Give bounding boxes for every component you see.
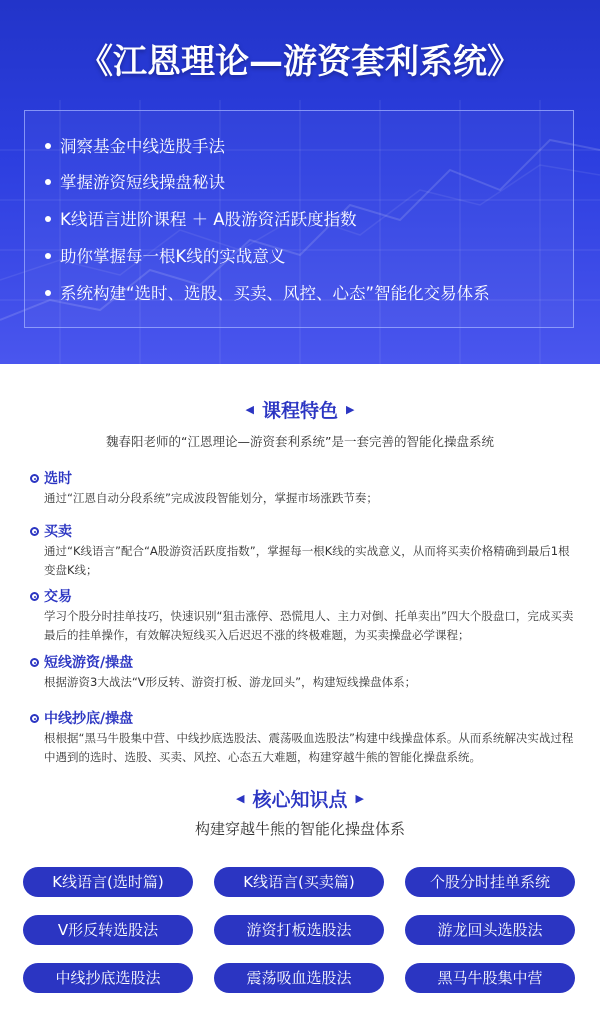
features-title-text: 课程特色	[261, 400, 338, 422]
hero-bullet-text: 掌握游资短线操盘秘诀	[60, 173, 225, 192]
hero-banner	[0, 0, 600, 364]
hero-bullet-text: 系统构建“选时、选股、买卖、风控、心态”智能化交易体系	[60, 284, 490, 303]
hero-title: 《江恩理论—游资套利系统》	[79, 42, 521, 82]
target-icon	[30, 474, 39, 483]
hero-bullet	[45, 280, 490, 304]
hero-bullet	[45, 133, 225, 157]
bullet-dot-icon	[45, 216, 51, 222]
feature-body-trading: 通过“K线语言”配合“A股游资活跃度指数”，掌握每一根K线的实战意义，从而将买卖价格精确到最后1根变盘K线；	[44, 544, 570, 577]
arrow-left-icon: ◀	[245, 403, 254, 416]
bullet-dot-icon	[45, 179, 51, 185]
feature-heading-text: 交易	[44, 589, 72, 605]
feature-heading-text: 短线游资/操盘	[44, 655, 134, 671]
hero-bullet	[45, 243, 285, 267]
hero-bullet	[45, 169, 225, 193]
target-icon	[30, 527, 39, 536]
target-icon	[30, 592, 39, 601]
hero-bullet	[45, 206, 357, 230]
target-icon	[30, 658, 39, 667]
core-subtitle: 构建穿越牛熊的智能化操盘体系	[194, 820, 405, 838]
feature-body-mid-term: 根根据“黑马牛股集中营、中线抄底选股法、震荡吸血选股法”构建中线操盘体系。从而系统解决实战过程中遇到的选时、选股、买卖、风控、心态五大难题，构建穿越牛熊的智能化操盘系统。	[44, 731, 574, 764]
arrow-right-icon: ▶	[355, 792, 364, 805]
core-title-text: 核心知识点	[252, 789, 348, 811]
core-section-title	[0, 785, 600, 812]
feature-body-exchange: 学习个股分时挂单技巧，快速识别“狙击涨停、恐慌甩人、主力对倒、托单卖出”四大个股盘口，完成买卖最后的挂单操作，有效解决短线买入后迟迟不涨的终极难题，为买卖操盘必学课程；	[44, 609, 574, 642]
feature-body-short-term: 根据游资3大战法“V形反转、游资打板、游龙回头”，构建短线操盘体系；	[44, 675, 417, 689]
knowledge-pill: K线语言(选时篇)	[23, 867, 193, 897]
feature-heading-trading	[30, 521, 72, 541]
arrow-left-icon: ◀	[236, 792, 245, 805]
bullet-dot-icon	[45, 143, 51, 149]
hero-bullet-text: 洞察基金中线选股手法	[60, 137, 225, 156]
knowledge-pill: 个股分时挂单系统	[405, 867, 575, 897]
knowledge-pill: K线语言(买卖篇)	[214, 867, 384, 897]
hero-bullet-text: 助你掌握每一根K线的实战意义	[60, 247, 286, 266]
knowledge-pill: 游龙回头选股法	[405, 915, 575, 945]
target-icon	[30, 714, 39, 723]
hero-bullet-box	[24, 110, 574, 328]
feature-heading-text: 买卖	[44, 524, 72, 540]
knowledge-pill: 震荡吸血选股法	[214, 963, 384, 993]
feature-heading-exchange	[30, 586, 72, 606]
feature-body-timing: 通过“江恩自动分段系统”完成波段智能划分，掌握市场涨跌节奏；	[44, 491, 378, 505]
arrow-right-icon: ▶	[346, 403, 355, 416]
hero-bullet-text: K线语言进阶课程 ＋ A股游资活跃度指数	[60, 210, 357, 229]
bullet-dot-icon	[45, 253, 51, 259]
bullet-dot-icon	[45, 290, 51, 296]
knowledge-pill: 游资打板选股法	[214, 915, 384, 945]
knowledge-pill: V形反转选股法	[23, 915, 193, 945]
features-intro: 魏春阳老师的“江恩理论—游资套利系统”是一套完善的智能化操盘系统	[106, 434, 494, 449]
knowledge-pill: 黑马牛股集中营	[405, 963, 575, 993]
feature-heading-short-term	[30, 652, 133, 672]
feature-heading-mid-term	[30, 708, 133, 728]
feature-heading-timing	[30, 468, 72, 488]
features-section-title	[0, 396, 600, 423]
knowledge-pill: 中线抄底选股法	[23, 963, 193, 993]
feature-heading-text: 中线抄底/操盘	[44, 711, 134, 727]
feature-heading-text: 选时	[44, 471, 72, 487]
